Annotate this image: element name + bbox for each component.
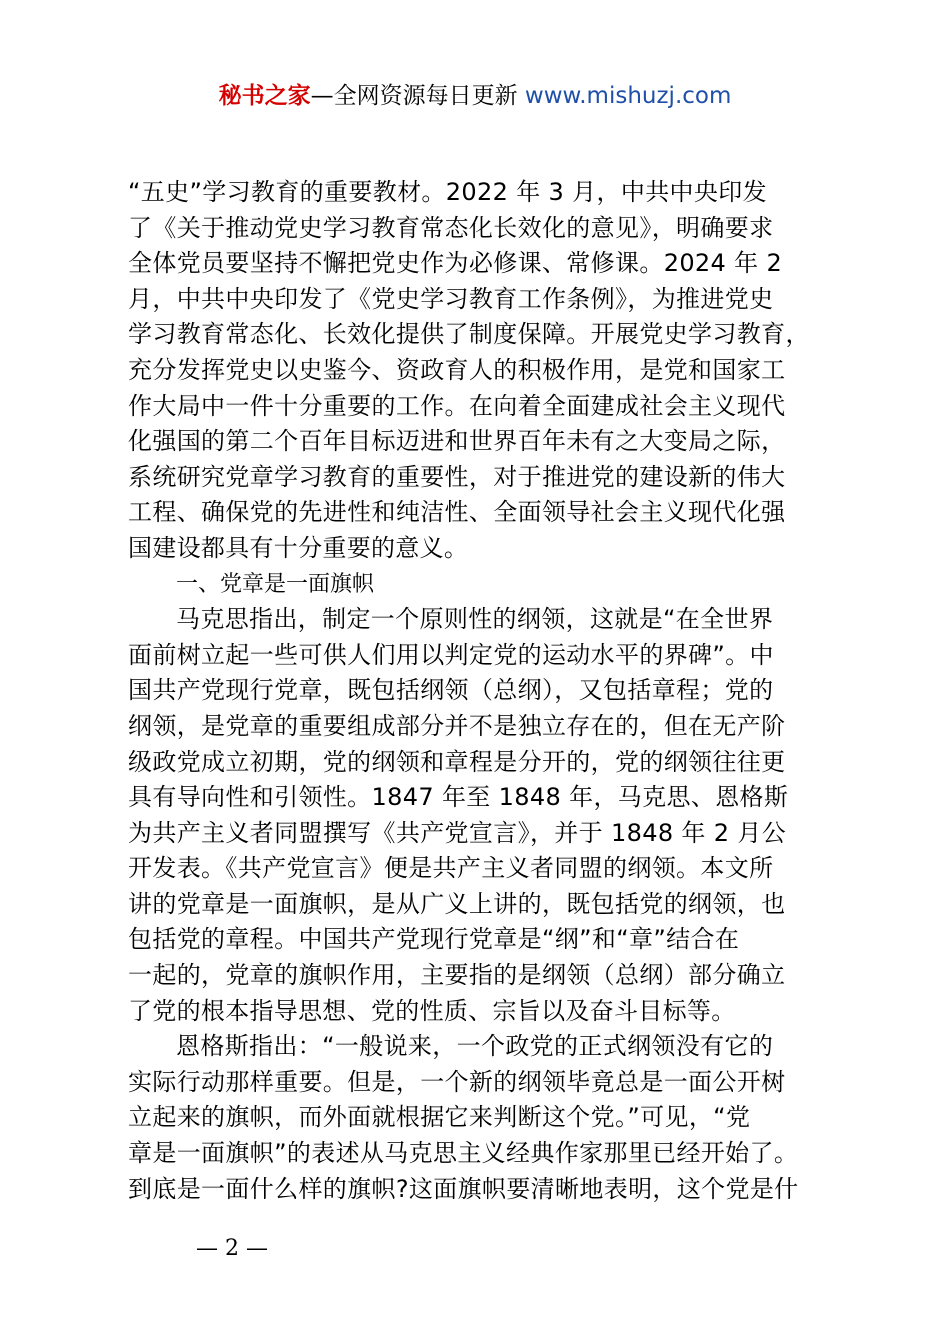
paragraph-1 [128,175,833,567]
text-line: 立起来的旗帜，而外面就根据它来判断这个党。”可见，“党 [128,1103,751,1132]
section-heading: 一、党章是一面旗帜 [176,571,375,597]
text-line: 国共产党现行党章，既包括纲领（总纲），又包括章程；党的 [128,676,774,705]
text-line: 实际行动那样重要。但是，一个新的纲领毕竟总是一面公开树 [128,1067,786,1096]
text-line: 恩格斯指出：“一般说来，一个政党的正式纲领没有它的 [176,1032,774,1061]
text-line: 了《关于推动党史学习教育常态化长效化的意见》，明确要求 [128,213,774,242]
text-line: 为共产主义者同盟撰写《共产党宣言》，并于 1848 年 2 月公 [128,818,787,847]
text-line: 一起的，党章的旗帜作用，主要指的是纲领（总纲）部分确立 [128,961,786,990]
text-line: “五史”学习教育的重要教材。2022 年 3 月，中共中央印发 [128,178,767,206]
text-line: 了党的根本指导思想、党的性质、宗旨以及奋斗目标等。 [128,996,736,1025]
paragraph-2 [128,602,833,1029]
text-line: 马克思指出，制定一个原则性的纲领，这就是“在全世界 [176,605,774,634]
text-line: 作大局中一件十分重要的工作。在向着全面建成社会主义现代 [128,391,786,420]
text-line: 化强国的第二个百年目标迈进和世界百年未有之大变局之际， [128,427,786,456]
page-number: — 2 — [196,1236,268,1261]
text-line: 章是一面旗帜”的表述从马克思主义经典作家那里已经开始了。 [128,1139,799,1168]
text-line: 开发表。《共产党宣言》便是共产主义者同盟的纲领。本文所 [128,854,774,883]
text-line: 讲的党章是一面旗帜，是从广义上讲的，既包括党的纲领，也 [128,889,786,918]
text-line: 月，中共中央印发了《党史学习教育工作条例》，为推进党史 [128,284,774,313]
text-line: 系统研究党章学习教育的重要性，对于推进党的建设新的伟大 [128,462,786,491]
header-tagline: —全网资源每日更新 [310,83,525,109]
text-line: 纲领，是党章的重要组成部分并不是独立存在的，但在无产阶 [128,711,786,740]
text-line: 到底是一面什么样的旗帜?这面旗帜要清晰地表明，这个党是什 [128,1174,799,1203]
header-brand: 秘书之家 [218,83,311,109]
text-line: 包括党的章程。中国共产党现行党章是“纲”和“章”结合在 [128,925,740,954]
text-line: 具有导向性和引领性。1847 年至 1848 年，马克思、恩格斯 [128,783,789,812]
text-line: 充分发挥党史以史鉴今、资政育人的积极作用，是党和国家工 [128,355,786,384]
paragraph-3 [128,1029,833,1207]
text-line: 级政党成立初期，党的纲领和章程是分开的，党的纲领往往更 [128,747,786,776]
text-line: 工程、确保党的先进性和纯洁性、全面领导社会主义现代化强 [128,498,786,527]
page-header [0,80,950,112]
text-line: 国建设都具有十分重要的意义。 [128,533,469,562]
text-line: 学习教育常态化、长效化提供了制度保障。开展党史学习教育， [128,320,810,349]
header-url-link[interactable]: www.mishuzj.com [524,83,732,109]
text-line: 面前树立起一些可供人们用以判定党的运动水平的界碑”。中 [128,640,774,669]
document-body [128,175,833,1207]
text-line: 全体党员要坚持不懈把党史作为必修课、常修课。2024 年 2 [128,249,783,278]
